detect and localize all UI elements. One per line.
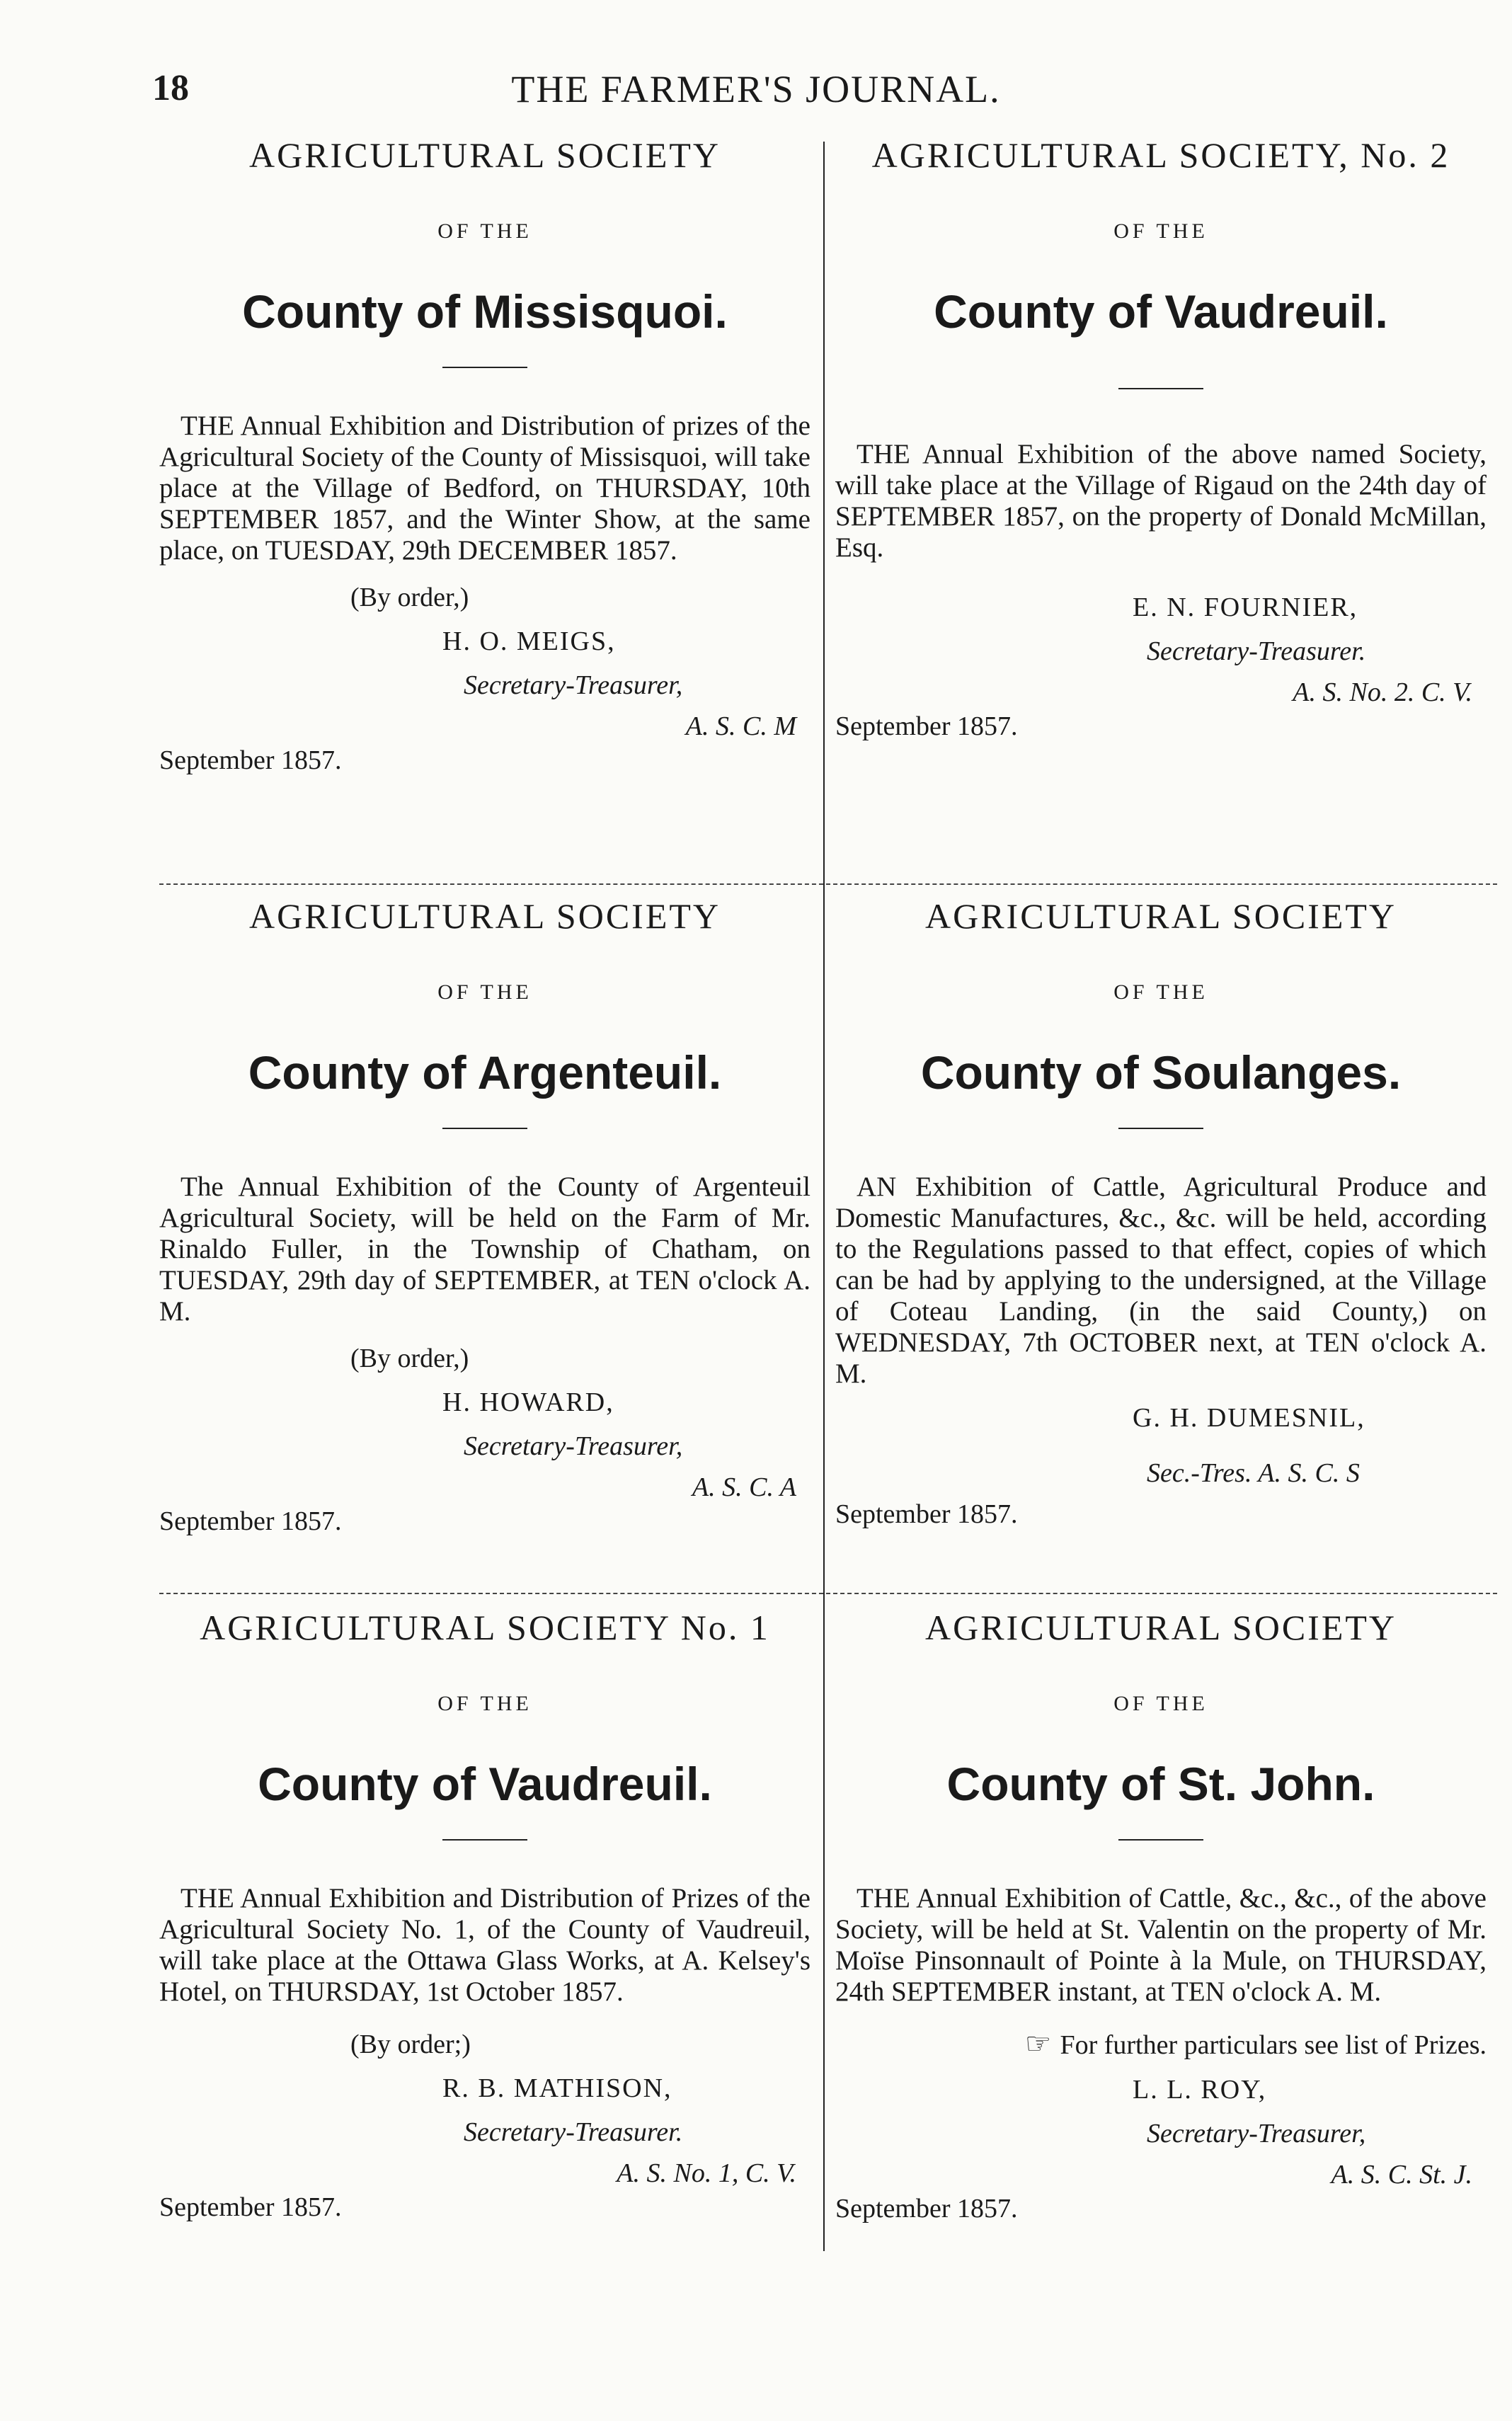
by-order: (By order,) [350,583,469,612]
notice-body: THE Annual Exhibition and Distribution of Prizes of the Agricultural Society No. 1, of the County of Vaudreuil, will take place at the Ottawa Glass Works, at A. Kelsey's Hotel, on THURSDAY, 1st October 1857. [159,1883,811,2007]
society-abbreviation: A. S. C. St. J. [1331,2160,1472,2190]
row-divider [159,1593,1497,1594]
society-heading: AGRICULTURAL SOCIETY [924,896,1397,936]
page-number: 18 [152,68,189,108]
signer-name: H. HOWARD, [442,1387,614,1417]
rule [1118,1839,1203,1841]
society-heading: AGRICULTURAL SOCIETY [248,135,721,175]
rule [1118,388,1203,389]
notice-date: September 1857. [835,1499,1018,1529]
signer-name: L. L. ROY, [1133,2075,1267,2105]
county-title: County of Vaudreuil. [934,285,1388,338]
society-heading: AGRICULTURAL SOCIETY, No. 2 [871,135,1450,175]
notice-missisquoi [159,134,811,776]
county-title: County of Vaudreuil. [258,1758,712,1810]
rule [442,1128,527,1129]
signer-title: Secretary-Treasurer, [1147,2119,1366,2148]
notice-date: September 1857. [159,1506,342,1536]
signer-name: H. O. MEIGS, [442,626,616,656]
society-heading: AGRICULTURAL SOCIETY [924,1608,1397,1647]
journal-title: THE FARMER'S JOURNAL. [511,68,1001,110]
society-abbreviation: A. S. C. M [685,711,796,741]
rule [442,1839,527,1841]
county-title: County of Soulanges. [920,1046,1402,1099]
notice-vaudreuil-no1 [159,1607,811,2223]
signer-name: E. N. FOURNIER, [1133,593,1358,622]
of-the-label: OF THE [1113,1692,1208,1715]
row-divider [159,883,1497,885]
notice-st-john [835,1607,1487,2224]
further-particulars-note [835,2026,1487,2061]
signer-name: G. H. DUMESNIL, [1133,1403,1365,1433]
society-abbreviation: A. S. No. 2. C. V. [1293,677,1472,707]
further-particulars-text: For further particulars see list of Prizes. [1060,2030,1487,2060]
signer-title: Sec.-Tres. A. S. C. S [1147,1458,1360,1488]
signer-title: Secretary-Treasurer. [1147,636,1366,666]
notice-body: THE Annual Exhibition of Cattle, &c., &c., of the above Society, will be held at St. Valentin on the property of Mr. Moïse Pinsonnault of Pointe à la Mule, on THURSDAY, 24th SEPTEMBER instant, at TEN o'clock A. M. [835,1883,1487,2007]
notice-date: September 1857. [835,711,1018,741]
notice-body: THE Annual Exhibition and Distribution of prizes of the Agricultural Society of the County of Missisquoi, will take place at the Village of Bedford, on THURSDAY, 10th SEPTEMBER 1857, and the Winter Show, at the same place, on TUESDAY, 29th DECEMBER 1857. [159,411,811,566]
society-abbreviation: A. S. C. A [692,1472,796,1502]
signer-title: Secretary-Treasurer, [464,1431,683,1461]
page-header [0,67,1512,117]
county-title: County of St. John. [946,1758,1375,1810]
of-the-label: OF THE [437,980,532,1004]
notice-date: September 1857. [159,745,342,775]
notice-body: The Annual Exhibition of the County of Argenteuil Agricultural Society, will be held on the Farm of Mr. Rinaldo Fuller, in the Township of Chatham, on TUESDAY, 29th day of SEPTEMBER, at TEN o'clock A. M. [159,1172,811,1327]
of-the-label: OF THE [1113,219,1208,243]
of-the-label: OF THE [1113,980,1208,1004]
notice-date: September 1857. [835,2194,1018,2223]
notice-vaudreuil-no2 [835,134,1487,742]
of-the-label: OF THE [437,219,532,243]
notice-body: AN Exhibition of Cattle, Agricultural Produce and Domestic Manufactures, &c., &c. will be held, according to the Regulations passed to that effect, copies of which can be had by applying to the undersigned, at the Village of Coteau Landing, (in the said County,) on WEDNESDAY, 7th OCTOBER next, at TEN o'clock A. M. [835,1172,1487,1389]
county-title: County of Missisquoi. [242,285,728,338]
pointing-hand-icon: ☞ [1024,2028,1052,2061]
notice-body: THE Annual Exhibition of the above named Society, will take place at the Village of Rigaud on the 24th day of SEPTEMBER 1857, on the property of Donald McMillan, Esq. [835,439,1487,563]
signer-title: Secretary-Treasurer. [464,2117,683,2147]
society-abbreviation: A. S. No. 1, C. V. [617,2158,796,2188]
signer-title: Secretary-Treasurer, [464,670,683,700]
by-order: (By order;) [350,2030,471,2059]
county-title: County of Argenteuil. [248,1046,722,1099]
notice-soulanges [835,895,1487,1530]
rule [442,367,527,368]
society-heading: AGRICULTURAL SOCIETY [248,896,721,936]
rule [1118,1128,1203,1129]
signer-name: R. B. MATHISON, [442,2073,672,2103]
of-the-label: OF THE [437,1692,532,1715]
notice-date: September 1857. [159,2192,342,2222]
notice-argenteuil [159,895,811,1537]
by-order: (By order,) [350,1344,469,1373]
column-divider [823,142,825,2251]
society-heading: AGRICULTURAL SOCIETY No. 1 [200,1608,770,1647]
